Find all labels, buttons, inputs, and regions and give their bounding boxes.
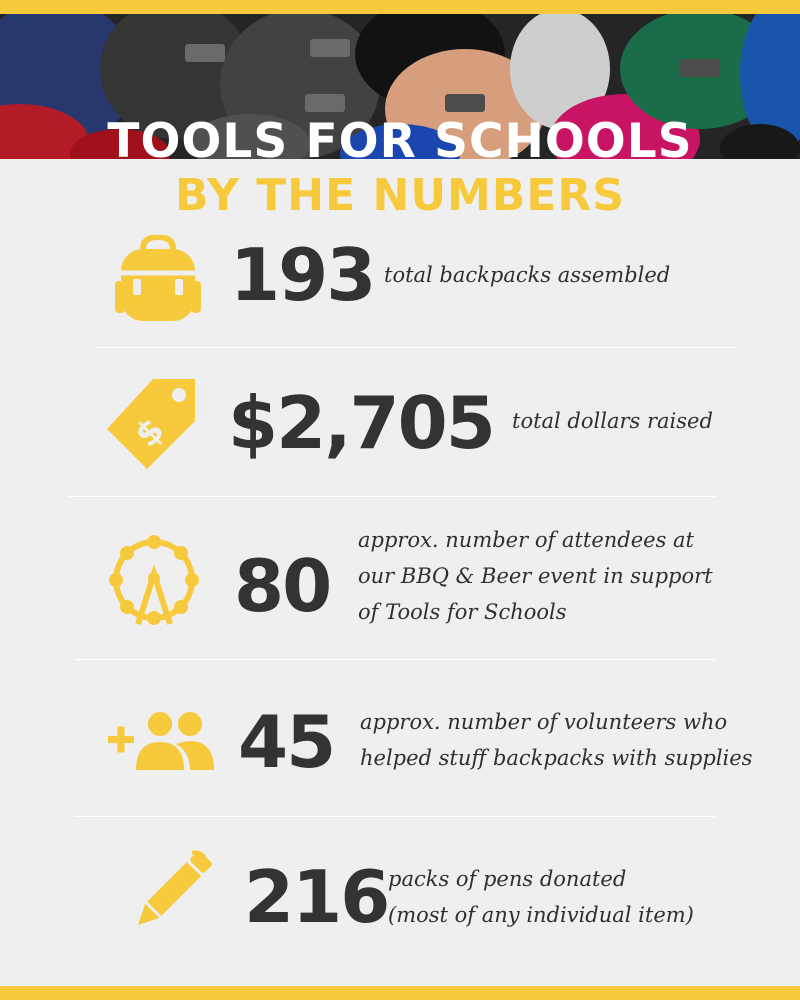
divider xyxy=(95,347,735,348)
stat-description: packs of pens donated (most of any individual item) xyxy=(388,867,694,927)
page-subtitle: BY THE NUMBERS xyxy=(174,170,626,221)
stat-backpacks xyxy=(0,225,800,335)
stat-description: approx. number of attendees at our BBQ & Beer event in support of Tools for Schools xyxy=(358,528,713,624)
stat-value: 216 xyxy=(244,855,389,939)
add-people-icon xyxy=(106,710,216,777)
stat-value: 45 xyxy=(238,700,335,784)
stat-value: 80 xyxy=(234,544,331,628)
top-accent-bar xyxy=(0,0,800,14)
divider xyxy=(75,659,715,660)
stat-dollars xyxy=(0,365,800,485)
pencil-icon xyxy=(130,849,214,938)
bottom-accent-bar xyxy=(0,986,800,1000)
backpack-icon xyxy=(115,235,201,328)
stat-description: total backpacks assembled xyxy=(384,263,671,287)
svg-text:$: $ xyxy=(127,410,173,456)
divider xyxy=(75,816,715,817)
stat-value: $2,705 xyxy=(228,381,494,465)
stat-description: total dollars raised xyxy=(512,409,713,433)
divider xyxy=(68,496,716,497)
price-tag-icon xyxy=(105,375,201,476)
page-title: TOOLS FOR SCHOOLS xyxy=(107,114,693,169)
stat-volunteers xyxy=(0,690,800,800)
stat-value: 193 xyxy=(230,233,375,317)
stat-attendees xyxy=(0,518,800,648)
stat-pens xyxy=(0,845,800,955)
ferris-wheel-icon xyxy=(104,534,204,639)
stat-description: approx. number of volunteers who helped stuff backpacks with supplies xyxy=(360,710,753,770)
